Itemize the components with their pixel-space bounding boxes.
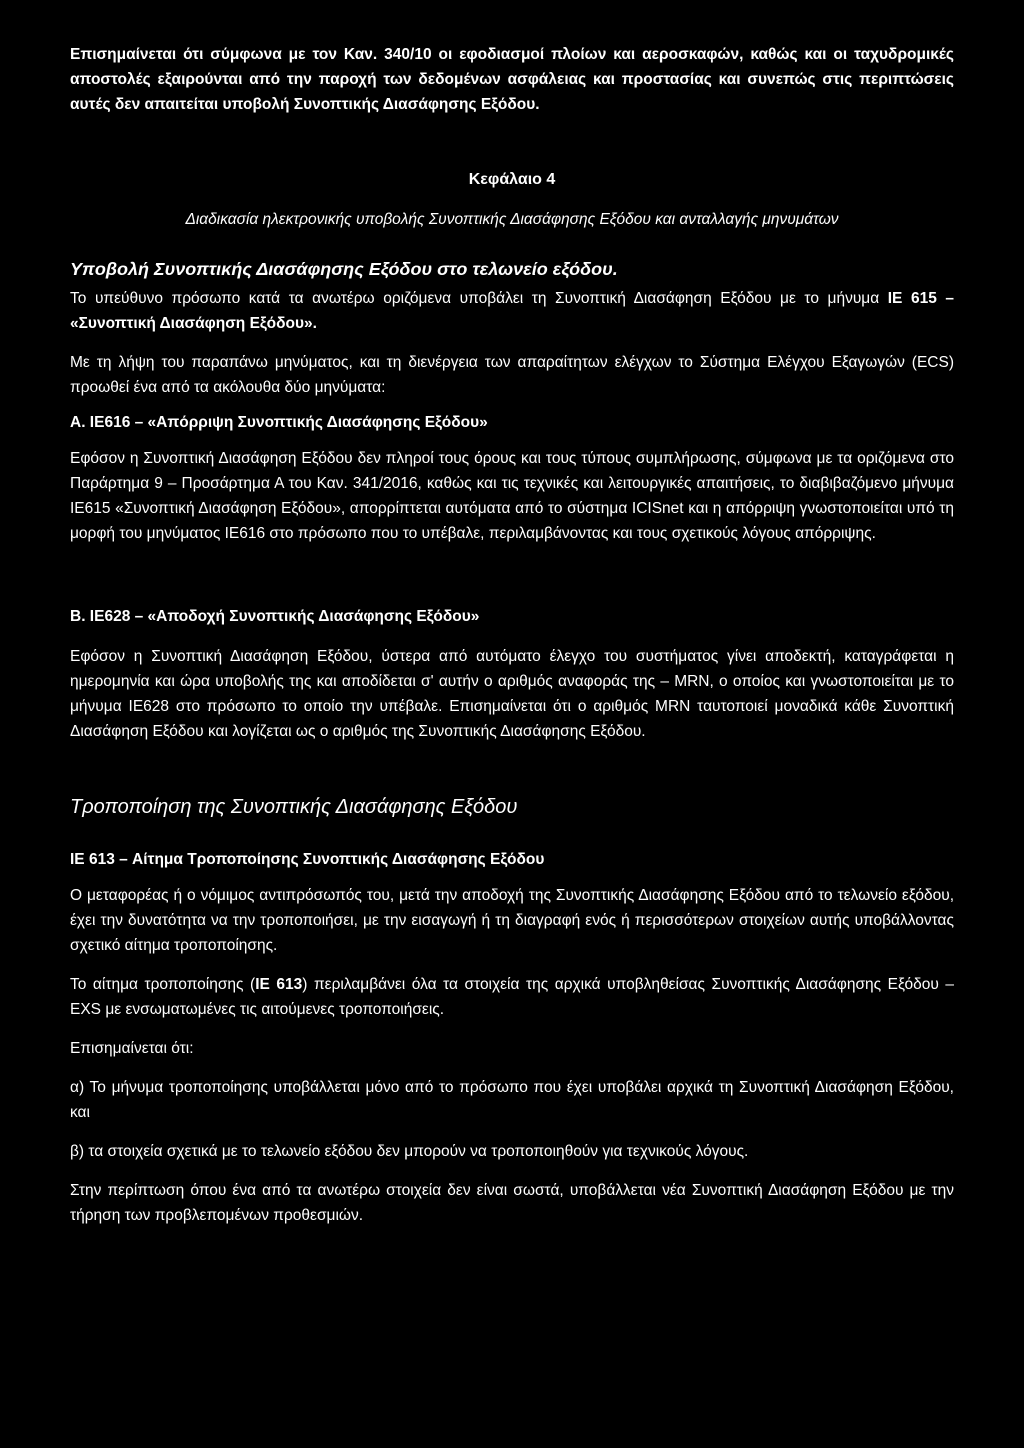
chapter-title: Κεφάλαιο 4 — [468, 171, 556, 188]
intro-paragraph: Επισημαίνεται ότι σύμφωνα με τον Καν. 340/10 οι εφοδιασμοί πλοίων και αεροσκαφών, καθώς και οι ταχυδρομικές αποστολές εξαιρούνται από την παροχή των δεδομένων ασφάλειας και προστασίας και συνεπώς στις περιπτώσεις αυτές δεν απαιτείται υποβολή Συνοπτικής Διασάφησης Εξόδου. — [70, 46, 954, 113]
paragraph-ie616: Εφόσον η Συνοπτική Διασάφηση Εξόδου δεν πληροί τους όρους και τους τύπους συμπλήρωσης, σύμφωνα με τα οριζόμενα στο Παράρτημα 9 – Προσάρτημα Α του Καν. 341/2016, καθώς και τις τεχνικές και λειτουργικές απαιτήσεις, το διαβιβαζόμενο μήνυμα IE615 «Συνοπτική Διασάφηση Εξόδου», απορρίπτεται αυτόματα από το σύστημα ICISnet και η απόρριψη γνωστοποιείται υπό τη μορφή του μηνύματος IE616 στο πρόσωπο που το υπέβαλε, περιλαμβάνοντας και τους σχετικούς λόγους απόρριψης. — [70, 450, 954, 542]
paragraph-note-a: α) Το μήνυμα τροποποίησης υποβάλλεται μόνο από το πρόσωπο που έχει υποβάλει αρχικά τη Συνοπτική Διασάφηση Εξόδου, και — [70, 1079, 954, 1121]
section-heading-amendment: Τροποποίηση της Συνοπτικής Διασάφησης Εξόδου — [70, 796, 518, 818]
paragraph-amendment-1: Ο μεταφορέας ή ο νόμιμος αντιπρόσωπός του, μετά την αποδοχή της Συνοπτικής Διασάφησης Εξόδου από το τελωνείο εξόδου, έχει την δυνατότητα να την τροποποιήσει, με την εισαγωγή ή τη διαγραφή ενός ή περισσότερων στοιχείων αυτής υποβάλλοντας σχετικό αίτημα τροποποίησης. — [70, 887, 954, 954]
paragraph-ecs: Με τη λήψη του παραπάνω μηνύματος, και τη διενέργεια των απαραίτητων ελέγχων το Σύστημα Ελέγχου Εξαγωγών (ECS) προωθεί ένα από τα ακόλουθα δύο μηνύματα: — [70, 354, 954, 396]
paragraph-new-declaration: Στην περίπτωση όπου ένα από τα ανωτέρω στοιχεία δεν είναι σωστά, υποβάλλεται νέα Συνοπτική Διασάφηση Εξόδου με την τήρηση των προβλεπομένων προθεσμιών. — [70, 1182, 954, 1224]
paragraph-note-b: β) τα στοιχεία σχετικά με το τελωνείο εξόδου δεν μπορούν να τροποποιηθούν για τεχνικούς λόγους. — [70, 1143, 749, 1160]
paragraph-ie615-bold: IE 615 – «Συνοπτική Διασάφηση Εξόδου». — [70, 290, 954, 332]
heading-ie613: IE 613 – Αίτημα Τροποποίησης Συνοπτικής Διασάφησης Εξόδου — [70, 851, 545, 868]
paragraph-amendment-2-pre: Το αίτημα τροποποίησης ( — [70, 976, 256, 993]
document-page — [70, 42, 954, 1228]
paragraph-ie615-text: Το υπεύθυνο πρόσωπο κατά τα ανωτέρω οριζόμενα υποβάλει τη Συνοπτική Διασάφηση Εξόδου με το μήνυμα — [70, 290, 888, 307]
chapter-subtitle: Διαδικασία ηλεκτρονικής υποβολής Συνοπτικής Διασάφησης Εξόδου και ανταλλαγής μηνυμάτων — [185, 211, 839, 228]
paragraph-amendment-2 — [70, 972, 954, 1022]
paragraph-amendment-2-bold: IE 613 — [255, 976, 303, 993]
section-heading-submission: Υποβολή Συνοπτικής Διασάφησης Εξόδου στο τελωνείο εξόδου. — [70, 259, 618, 279]
heading-ie616: Α. IE616 – «Απόρριψη Συνοπτικής Διασάφησης Εξόδου» — [70, 414, 488, 431]
paragraph-ie615 — [70, 286, 954, 336]
paragraph-ie628: Εφόσον η Συνοπτική Διασάφηση Εξόδου, ύστερα από αυτόματο έλεγχο του συστήματος γίνει αποδεκτή, καταγράφεται η ημερομηνία και ώρα υποβολής της και αποδίδεται σ' αυτήν ο αριθμός αναφοράς της – MRN, ο οποίος και γνωστοποιείται με το μήνυμα IE628 στο πρόσωπο το οποίο την υπέβαλε. Επισημαίνεται ότι ο αριθμός MRN ταυτοποιεί μοναδικά κάθε Συνοπτική Διασάφηση Εξόδου και λογίζεται ως ο αριθμός της Συνοπτικής Διασάφησης Εξόδου. — [70, 648, 954, 740]
heading-ie628: Β. IE628 – «Αποδοχή Συνοπτικής Διασάφησης Εξόδου» — [70, 608, 480, 625]
paragraph-notes-intro: Επισημαίνεται ότι: — [70, 1040, 194, 1057]
paragraph-amendment-2-post: ) περιλαμβάνει όλα τα στοιχεία της αρχικά υποβληθείσας Συνοπτικής Διασάφησης Εξόδου – EXS με ενσωματωμένες τις αιτούμενες τροποποιήσεις. — [70, 976, 954, 1018]
